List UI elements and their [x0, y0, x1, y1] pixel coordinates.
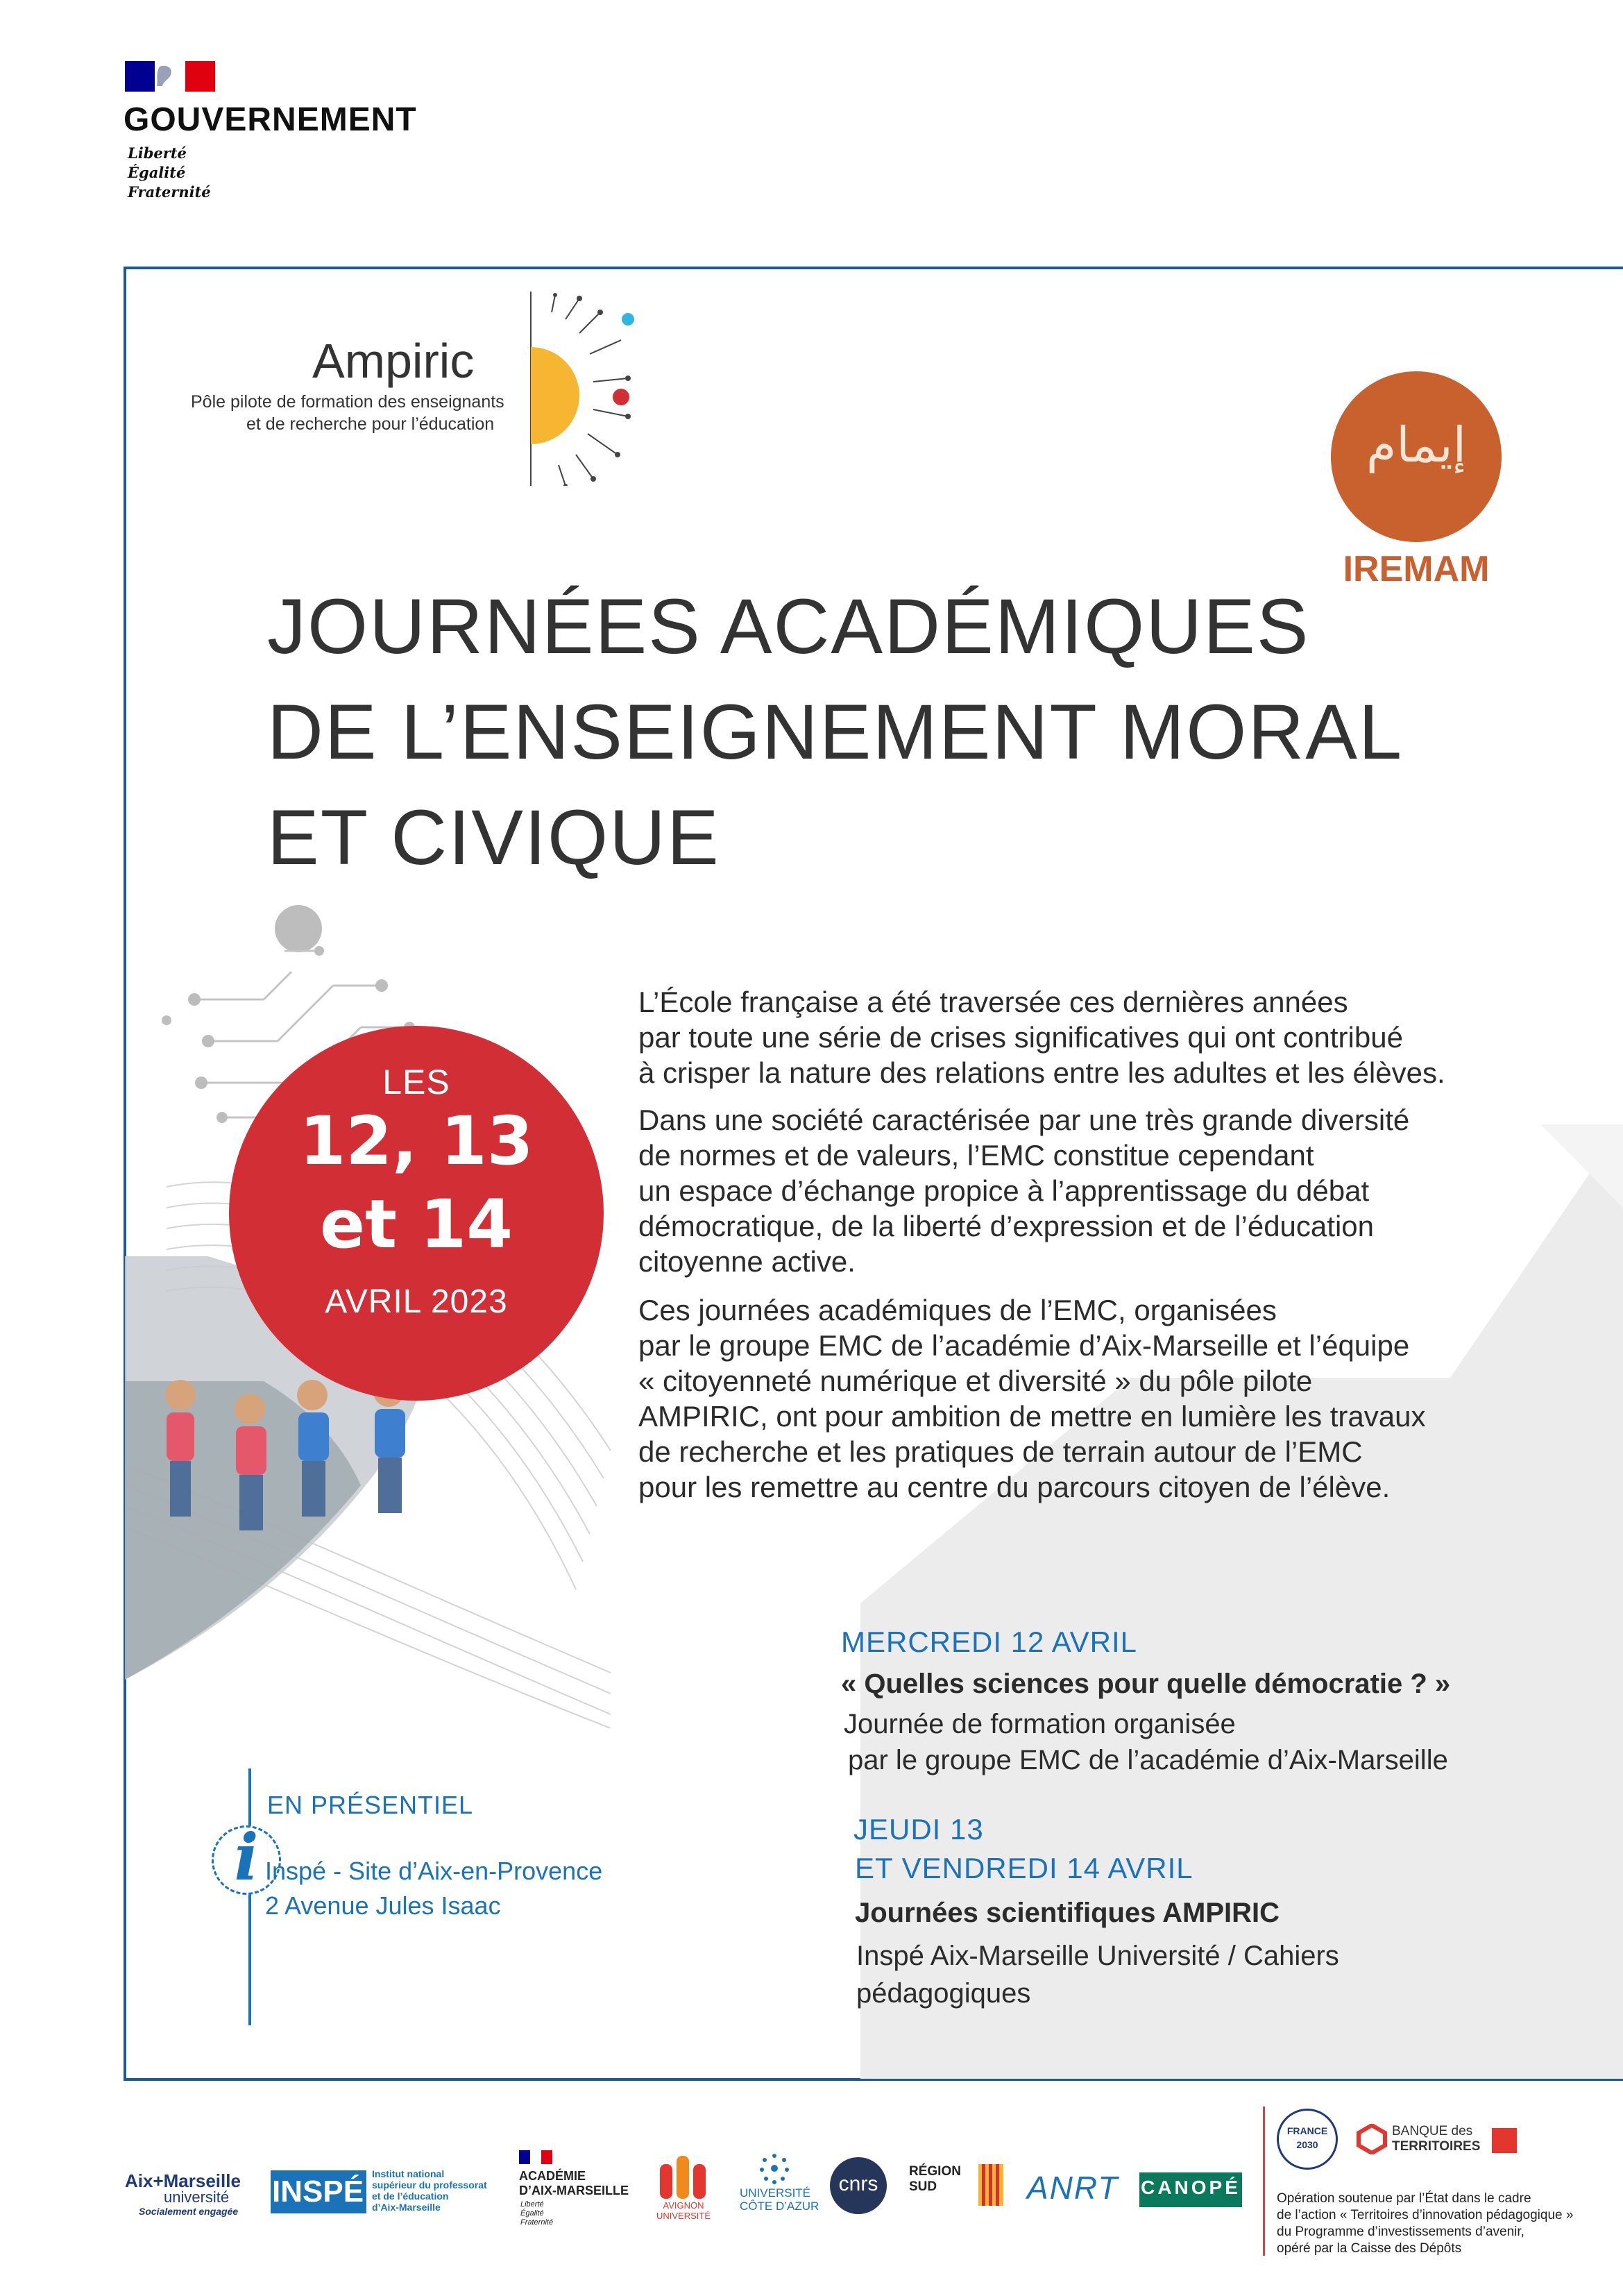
footer-inspe-desc — [372, 2168, 487, 2213]
footer-support-line: de l’action « Territoires d’innovation pédagogique » — [1277, 2208, 1574, 2222]
iremam-logo-label: IREMAM — [1343, 549, 1490, 589]
footer-inspe-desc-line: et de l’éducation — [372, 2191, 449, 2202]
ampiric-logo-name: Ampiric — [312, 334, 475, 388]
program-day2-desc-line2: pédagogiques — [856, 1978, 1031, 2009]
program-day2-heading-line2: ET VENDREDI 14 AVRIL — [855, 1852, 1193, 1884]
footer-anrt-logo-name: ANRT — [1027, 2170, 1119, 2206]
intro-p3-line: Ces journées académiques de l’EMC, organisées — [638, 1294, 1277, 1326]
ampiric-tagline-line1: Pôle pilote de formation des enseignants — [191, 392, 504, 412]
intro-p2-line: démocratique, de la liberté d’expression et de l’éducation — [638, 1210, 1374, 1242]
program-day1-desc-line2: par le groupe EMC de l’académie d’Aix-Marseille — [848, 1745, 1448, 1775]
program-day2-heading-line1: JEUDI 13 — [853, 1813, 984, 1846]
footer-banque-logo-graphic — [1357, 2124, 1387, 2154]
footer-region-name-line: RÉGION — [909, 2164, 961, 2179]
footer-cote-azur-logo-graphic — [758, 2152, 791, 2185]
intro-p2-line: Dans une société caractérisée par une très grande diversité — [638, 1104, 1410, 1136]
info-mode: EN PRÉSENTIEL — [267, 1791, 474, 1819]
footer-banque-logo-name — [1392, 2124, 1480, 2154]
ampiric-tagline-line2: et de recherche pour l’éducation — [246, 414, 495, 434]
footer-amu-logo-sub: université — [164, 2188, 230, 2206]
intro-paragraph-2 — [638, 1102, 1568, 1279]
info-vertical-line — [248, 1769, 251, 2025]
program-day1-heading: MERCREDI 12 AVRIL — [841, 1626, 1138, 1658]
footer-academie-motto — [520, 2200, 553, 2227]
intro-p2-line: de normes et de valeurs, l’EMC constitue cependant — [638, 1139, 1314, 1172]
footer-avignon-name-line: UNIVERSITÉ — [656, 2211, 711, 2221]
page-title-line2: DE L’ENSEIGNEMENT MORAL — [267, 689, 1404, 775]
footer-support-line: opéré par la Caisse des Dépôts — [1277, 2241, 1462, 2256]
footer-amu-logo-tag: Socialement engagée — [139, 2206, 239, 2217]
footer-france2030-line: FRANCE — [1286, 2125, 1328, 2136]
intro-p3-line: par le groupe EMC de l’académie d’Aix-Marseille et l’équipe — [638, 1329, 1410, 1362]
footer-cote-azur-name-line: UNIVERSITÉ — [740, 2186, 811, 2200]
intro-p2-line: citoyenne active. — [638, 1245, 856, 1278]
footer-avignon-logo-graphic — [656, 2150, 711, 2202]
intro-paragraph-3 — [638, 1292, 1568, 1505]
footer-france2030-logo-name — [1277, 2124, 1338, 2152]
footer-support-text — [1277, 2191, 1573, 2257]
footer-banque-name-line: TERRITOIRES — [1392, 2139, 1481, 2154]
intro-p1-line: par toute une série de crises significatives qui ont contribué — [638, 1021, 1403, 1054]
iremam-logo-script: إيمام — [1366, 416, 1467, 473]
intro-p3-line: de recherche et les pratiques de terrain autour de l’EMC — [638, 1435, 1363, 1468]
intro-p1-line: à crisper la nature des relations entre les adultes et les élèves. — [638, 1056, 1445, 1089]
government-title: GOUVERNEMENT — [124, 101, 417, 138]
page-title-line3: ET CIVIQUE — [267, 794, 720, 881]
program-day2-title: Journées scientifiques AMPIRIC — [855, 1898, 1280, 1928]
government-motto-liberte: Liberté — [128, 144, 187, 162]
page-title-line1: JOURNÉES ACADÉMIQUES — [267, 583, 1310, 670]
date-days-line1: 12, 13 — [299, 1102, 534, 1180]
footer-academie-name-line: ACADÉMIE — [519, 2169, 586, 2183]
footer-academie-flag-logo — [519, 2150, 552, 2164]
info-place: Inspé - Site d’Aix-en-Provence — [265, 1857, 603, 1885]
date-les: LES — [382, 1063, 450, 1101]
footer-cnrs-logo-name: cnrs — [838, 2172, 878, 2195]
intro-p3-line: pour les remettre au centre du parcours citoyen de l’élève. — [638, 1471, 1391, 1503]
footer-inspe-desc-line: d’Aix-Marseille — [372, 2202, 441, 2213]
footer-academie-motto-line: Liberté — [520, 2200, 544, 2209]
government-flag-logo — [125, 61, 215, 92]
footer-divider — [1263, 2107, 1265, 2256]
program-day1-title: « Quelles sciences pour quelle démocratie ? » — [841, 1669, 1451, 1699]
footer-academie-name-line: D’AIX-MARSEILLE — [519, 2184, 629, 2197]
program-day1-desc-line1: Journée de formation organisée — [844, 1709, 1236, 1739]
date-month: AVRIL 2023 — [325, 1283, 508, 1320]
footer-region-logo-name — [909, 2164, 961, 2195]
ampiric-logo-graphic — [524, 292, 635, 486]
intro-p1-line: L’École française a été traversée ces dernières années — [638, 986, 1348, 1018]
footer-support-line: Opération soutenue par l’État dans le cadre — [1277, 2191, 1531, 2206]
footer-caisse-depots-logo — [1492, 2128, 1517, 2153]
intro-p3-line: AMPIRIC, ont pour ambition de mettre en lumière les travaux — [638, 1400, 1426, 1433]
intro-paragraph-1 — [638, 984, 1568, 1090]
program-day2-desc-line1: Inspé Aix-Marseille Université / Cahiers — [856, 1941, 1339, 1971]
intro-p2-line: un espace d’échange propice à l’apprentissage du débat — [638, 1174, 1370, 1207]
government-motto-fraternite: Fraternité — [128, 183, 211, 201]
footer-inspe-desc-line: Institut national — [372, 2168, 445, 2179]
footer-cote-azur-logo-name — [740, 2186, 819, 2213]
footer-support-line: du Programme d’investissements d’avenir, — [1277, 2225, 1524, 2239]
footer-avignon-logo-name — [654, 2200, 713, 2221]
footer-region-logo-graphic — [978, 2164, 1003, 2206]
date-badge — [229, 1026, 604, 1401]
footer-academie-motto-line: Égalité — [520, 2209, 544, 2218]
government-motto-egalite: Égalité — [128, 164, 186, 181]
intro-p3-line: « citoyenneté numérique et diversité » du pôle pilote — [638, 1365, 1313, 1397]
date-days-line2: et 14 — [319, 1185, 513, 1263]
footer-cote-azur-name-line: CÔTE D’AZUR — [740, 2200, 819, 2213]
footer-france2030-line: 2030 — [1296, 2139, 1318, 2150]
footer-canope-logo-name: CANOPÉ — [1141, 2177, 1241, 2198]
info-icon: i — [234, 1820, 259, 1895]
footer-avignon-name-line: AVIGNON — [663, 2200, 704, 2211]
footer-inspe-logo-name: INSPÉ — [272, 2175, 364, 2209]
footer-region-name-line: SUD — [909, 2179, 937, 2194]
footer-banque-name-line: BANQUE des — [1392, 2124, 1473, 2138]
info-address: 2 Avenue Jules Isaac — [265, 1891, 501, 1920]
footer-academie-motto-line: Fraternité — [520, 2218, 554, 2227]
footer-academie-logo-name — [519, 2169, 629, 2198]
footer-inspe-desc-line: supérieur du professorat — [372, 2179, 487, 2191]
footer-amu-logo-name: Aix+Marseille — [125, 2170, 241, 2191]
